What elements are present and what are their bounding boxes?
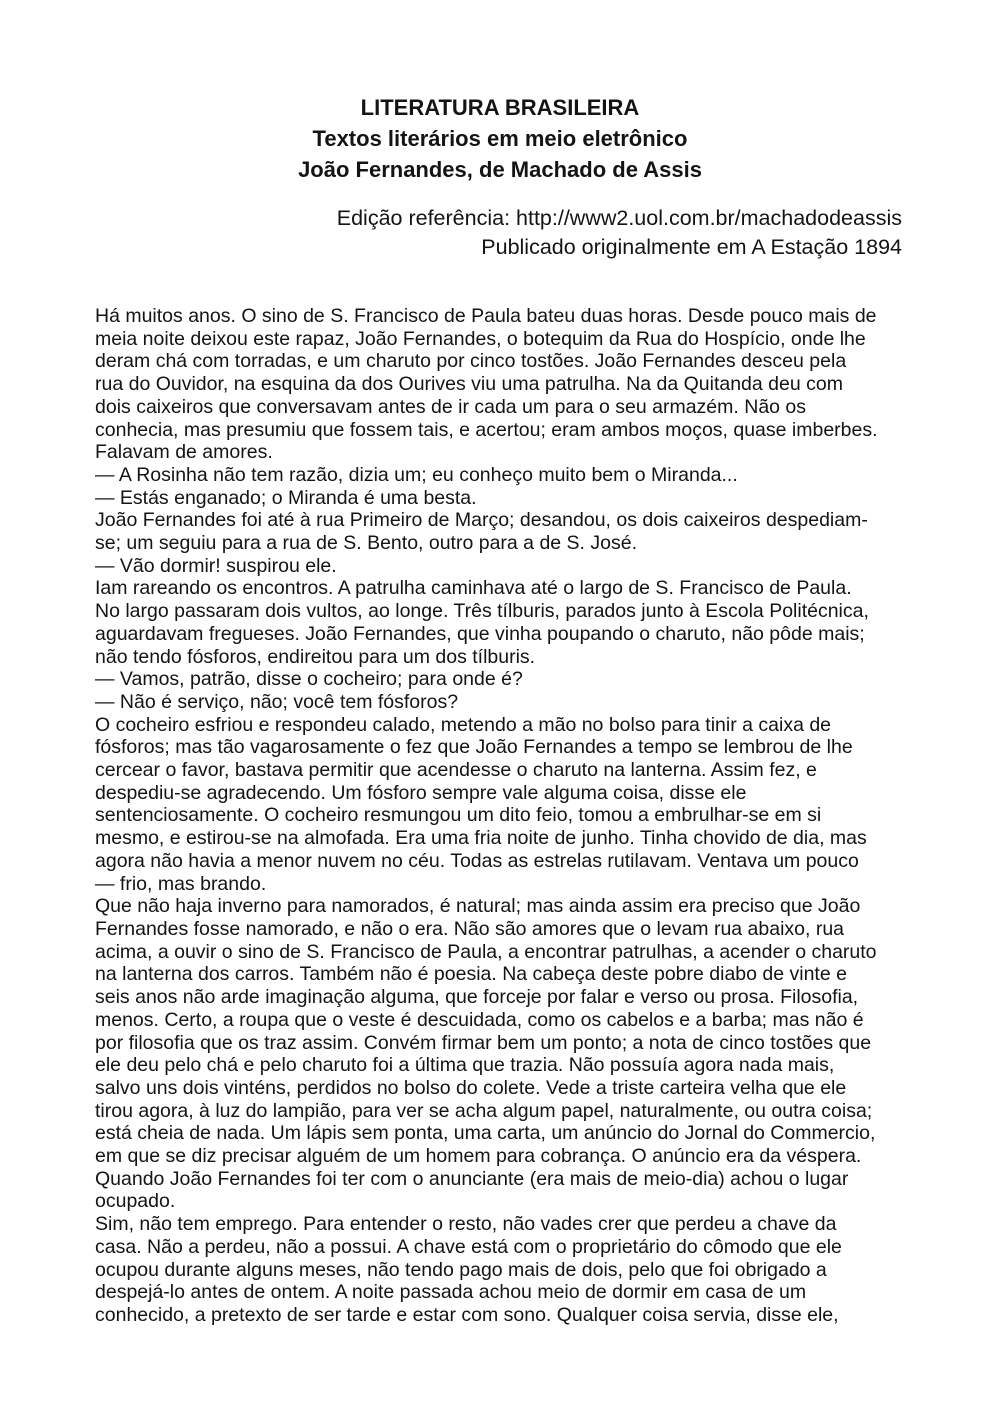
text-line: por filosofia que os traz assim. Convém firmar bem um ponto; a nota de cinco tostões que: [95, 1031, 872, 1054]
text-line: conhecido, a pretexto de ser tarde e estar com sono. Qualquer coisa servia, disse ele,: [95, 1303, 839, 1326]
text-line: rua do Ouvidor, na esquina da dos Ourives viu uma patrulha. Na da Quitanda deu com: [95, 373, 843, 396]
text-line: sentenciosamente. O cocheiro resmungou um dito feio, tomou a embrulhar-se em si: [95, 804, 822, 827]
reference-line-1: Edição referência: http://www2.uol.com.br/machadodeassis: [336, 206, 902, 230]
text-line: Sim, não tem emprego. Para entender o resto, não vades crer que perdeu a chave da: [95, 1213, 837, 1236]
text-line: despejá-lo antes de ontem. A noite passada achou meio de dormir em casa de um: [95, 1281, 807, 1304]
text-line: Quando João Fernandes foi ter com o anunciante (era mais de meio-dia) achou o lugar: [95, 1167, 849, 1190]
text-line: está cheia de nada. Um lápis sem ponta, uma carta, um anúncio do Jornal do Commercio,: [95, 1122, 876, 1145]
text-line: tirou agora, à luz do lampião, para ver se acha algum papel, naturalmente, ou outra coisa;: [95, 1099, 873, 1122]
text-line: despediu-se agradecendo. Um fósforo sempre vale alguma coisa, disse ele: [95, 781, 747, 804]
text-line: se; um seguiu para a rua de S. Bento, outro para a de S. José.: [95, 532, 638, 555]
text-line: seis anos não arde imaginação alguma, que forceje por falar e verso ou prosa. Filosofia,: [95, 986, 859, 1009]
text-line: em que se diz precisar alguém de um homem para cobrança. O anúncio era da véspera.: [95, 1145, 862, 1168]
text-line: — frio, mas brando.: [95, 872, 267, 895]
text-line: acima, a ouvir o sino de S. Francisco de Paula, a encontrar patrulhas, a acender o charuto: [95, 940, 877, 963]
doc-title-line-1: LITERATURA BRASILEIRA: [360, 95, 640, 120]
story-text: [95, 305, 910, 1327]
edition-reference: [337, 204, 902, 261]
text-line: casa. Não a perdeu, não a possui. A chave está com o proprietário do cômodo que ele: [95, 1235, 842, 1258]
doc-title-line-3: João Fernandes, de Machado de Assis: [298, 157, 702, 182]
text-line: ele deu pelo chá e pelo charuto foi a última que trazia. Não possuía agora nada mais,: [95, 1054, 835, 1077]
text-line: ocupou durante alguns meses, não tendo pago mais de dois, pelo que foi obrigado a: [95, 1258, 827, 1281]
text-line: meia noite deixou este rapaz, João Fernandes, o botequim da Rua do Hospício, onde lhe: [95, 327, 866, 350]
text-line: conhecia, mas presumiu que fossem tais, e acertou; eram ambos moços, quase imberbes.: [95, 418, 878, 441]
text-line: — Estás enganado; o Miranda é uma besta.: [95, 486, 477, 509]
doc-title-line-2: Textos literários em meio eletrônico: [312, 126, 688, 151]
text-line: salvo uns dois vinténs, perdidos no bolso do colete. Vede a triste carteira velha que ele: [95, 1076, 847, 1099]
text-line: O cocheiro esfriou e respondeu calado, metendo a mão no bolso para tinir a caixa de: [95, 713, 832, 736]
text-line: na lanterna dos carros. Também não é poesia. Na cabeça deste pobre diabo de vinte e: [95, 963, 847, 986]
text-line: fósforos; mas tão vagarosamente o fez que João Fernandes a tempo se lembrou de lhe: [95, 736, 853, 759]
text-line: ocupado.: [95, 1190, 176, 1213]
text-line: João Fernandes foi até à rua Primeiro de Março; desandou, os dois caixeiros despediam-: [95, 509, 868, 532]
text-line: Iam rareando os encontros. A patrulha caminhava até o largo de S. Francisco de Paula.: [95, 577, 852, 600]
text-line: Fernandes fosse namorado, e não o era. Não são amores que o levam rua abaixo, rua: [95, 917, 845, 940]
text-line: não tendo fósforos, endireitou para um dos tílburis.: [95, 645, 536, 668]
text-line: dois caixeiros que conversavam antes de ir cada um para o seu armazém. Não os: [95, 395, 807, 418]
text-line: aguardavam fregueses. João Fernandes, que vinha poupando o charuto, não pôde mais;: [95, 622, 865, 645]
text-line: — Não é serviço, não; você tem fósforos?: [95, 690, 459, 713]
text-line: Falavam de amores.: [95, 441, 273, 464]
text-line: deram chá com torradas, e um charuto por cinco tostões. João Fernandes desceu pela: [95, 350, 847, 373]
text-line: No largo passaram dois vultos, ao longe. Três tílburis, parados junto à Escola Politécnica,: [95, 600, 869, 623]
text-line: — A Rosinha não tem razão, dizia um; eu conheço muito bem o Miranda...: [95, 463, 738, 486]
text-line: cercear o favor, bastava permitir que acendesse o charuto na lanterna. Assim fez, e: [95, 759, 817, 782]
text-line: mesmo, e estirou-se na almofada. Era uma fria noite de junho. Tinha chovido de dia, mas: [95, 827, 867, 850]
text-line: menos. Certo, a roupa que o veste é descuidada, como os cabelos e a barba; mas não é: [95, 1008, 864, 1031]
text-line: Que não haja inverno para namorados, é natural; mas ainda assim era preciso que João: [95, 895, 861, 918]
document-header: [0, 92, 1000, 185]
text-line: — Vão dormir! suspirou ele.: [95, 554, 337, 577]
text-line: Há muitos anos. O sino de S. Francisco de Paula bateu duas horas. Desde pouco mais de: [95, 305, 877, 327]
reference-line-2: Publicado originalmente em A Estação 1894: [481, 234, 902, 259]
text-line: agora não havia a menor nuvem no céu. Todas as estrelas rutilavam. Ventava um pouco: [95, 849, 859, 872]
text-line: — Vamos, patrão, disse o cocheiro; para onde é?: [95, 668, 523, 691]
